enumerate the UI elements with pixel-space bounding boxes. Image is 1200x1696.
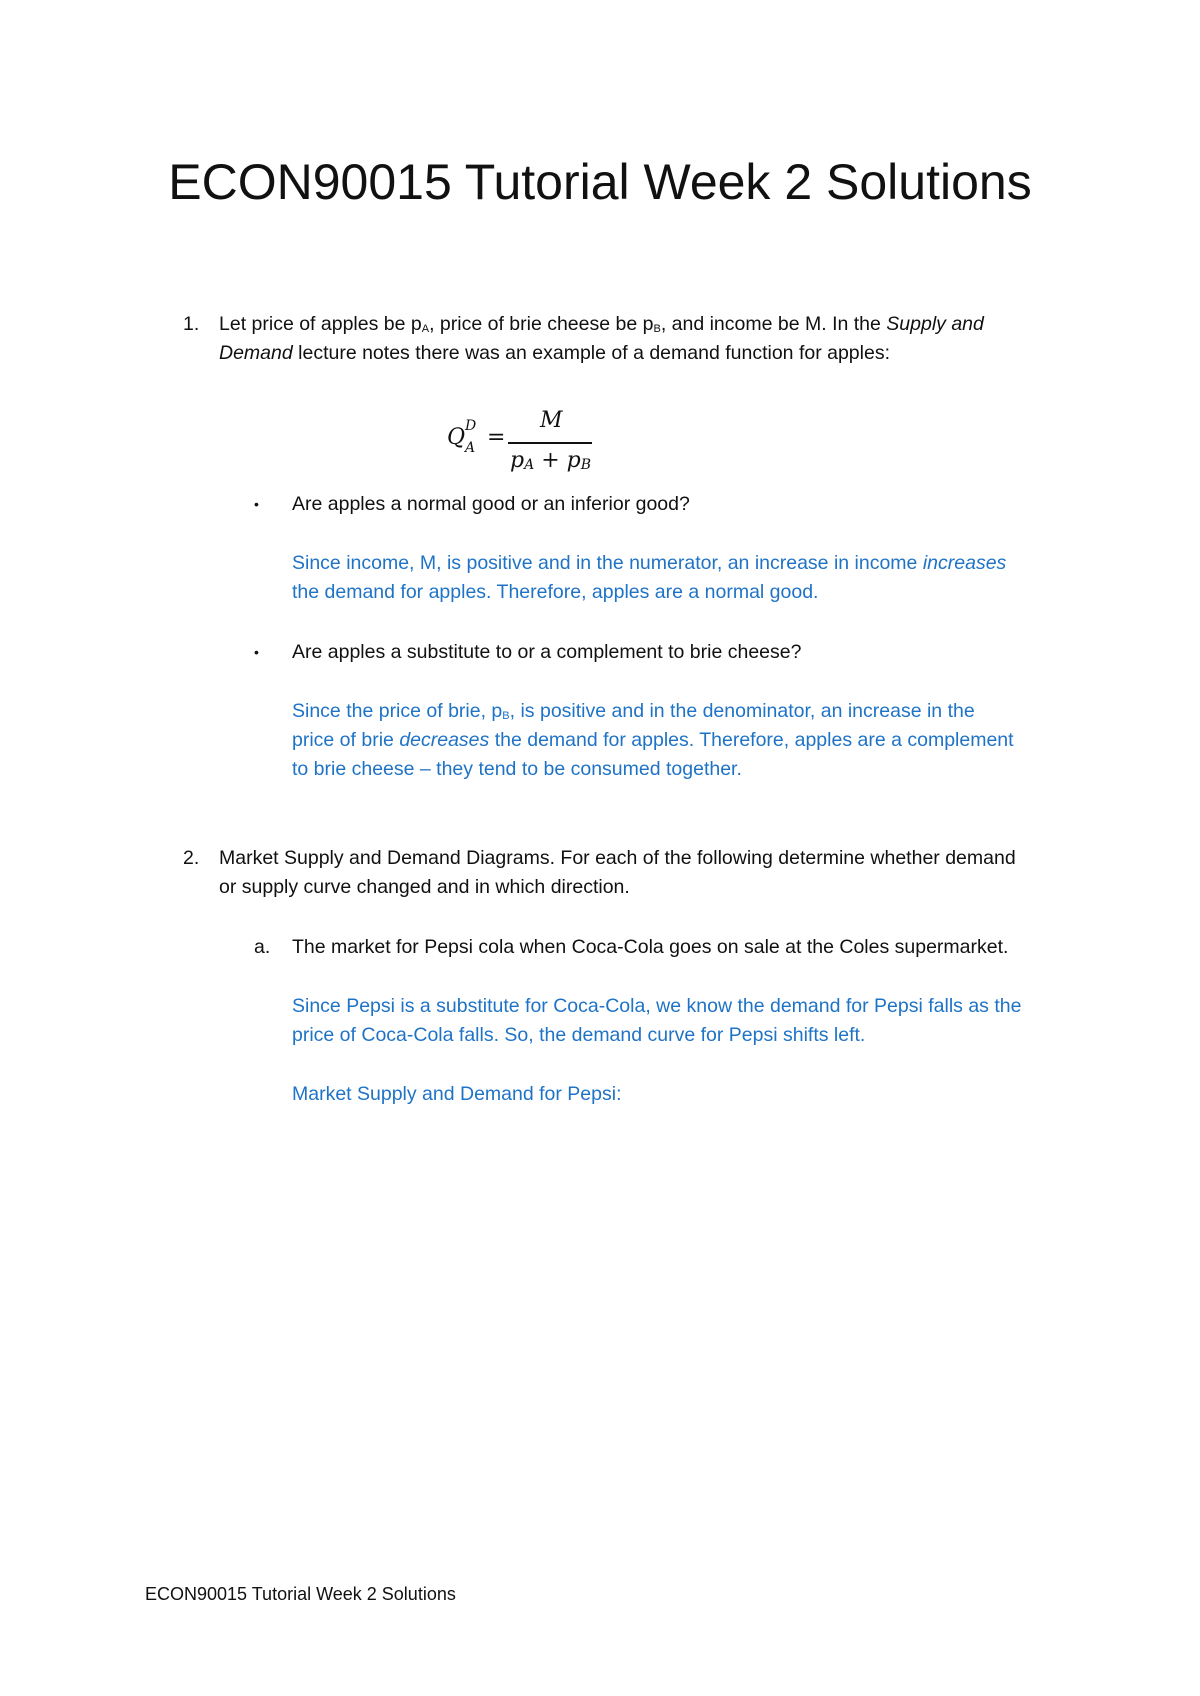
bullet-icon: • — [254, 496, 259, 512]
q2-line1: Market Supply and Demand Diagrams. For each of the following determine whether demand — [219, 847, 1016, 869]
q1-number: 1. — [183, 313, 200, 335]
q2a-diagram-caption: Market Supply and Demand for Pepsi: — [292, 1083, 622, 1105]
q1-bullet2-answer-line3: to brie cheese – they tend to be consumed together. — [292, 758, 742, 780]
page-footer: ECON90015 Tutorial Week 2 Solutions — [145, 1584, 456, 1604]
q1-bullet1-answer-line1: Since income, M, is positive and in the numerator, an increase in income increases — [292, 552, 1007, 574]
formula-lhs-sub: A — [465, 440, 476, 456]
q1-bullet1-answer-line2: the demand for apples. Therefore, apples are a normal good. — [292, 581, 819, 603]
q1-bullet1-question: Are apples a normal good or an inferior good? — [292, 493, 690, 515]
q2a-answer-line2: price of Coca-Cola falls. So, the demand curve for Pepsi shifts left. — [292, 1024, 866, 1046]
q1-intro-line1: Let price of apples be $p_A$, price of brie cheese be $p_B$, and income be M. In the Supply and — [219, 313, 984, 335]
q2a-question: The market for Pepsi cola when Coca-Cola goes on sale at the Coles supermarket. — [292, 936, 1009, 958]
q2a-letter: a. — [254, 936, 271, 958]
q2a-answer-line1: Since Pepsi is a substitute for Coca-Cola, we know the demand for Pepsi falls as the — [292, 995, 1022, 1017]
q2-number: 2. — [183, 847, 200, 869]
formula-numerator: M — [540, 408, 563, 433]
formula-fraction-bar — [508, 442, 592, 444]
formula-lhs-sup: D — [465, 418, 477, 434]
q1-bullet2-question: Are apples a substitute to or a complement to brie cheese? — [292, 641, 802, 663]
q2-line2: or supply curve changed and in which direction. — [219, 876, 630, 898]
q1-intro-line2: Demand lecture notes there was an example of a demand function for apples: — [219, 342, 890, 364]
formula-denominator: $p_A + p_B$ — [510, 448, 592, 473]
formula-equals: = — [487, 425, 506, 450]
q1-bullet2-answer-line2: price of brie decreases the demand for apples. Therefore, apples are a complement — [292, 729, 1014, 751]
page-title: ECON90015 Tutorial Week 2 Solutions — [168, 154, 1032, 210]
q1-bullet2-answer-line1: Since the price of brie, $p_B$, is positive and in the denominator, an increase in the — [292, 700, 975, 722]
bullet-icon: • — [254, 644, 259, 660]
formula-lhs: Q — [447, 425, 466, 450]
